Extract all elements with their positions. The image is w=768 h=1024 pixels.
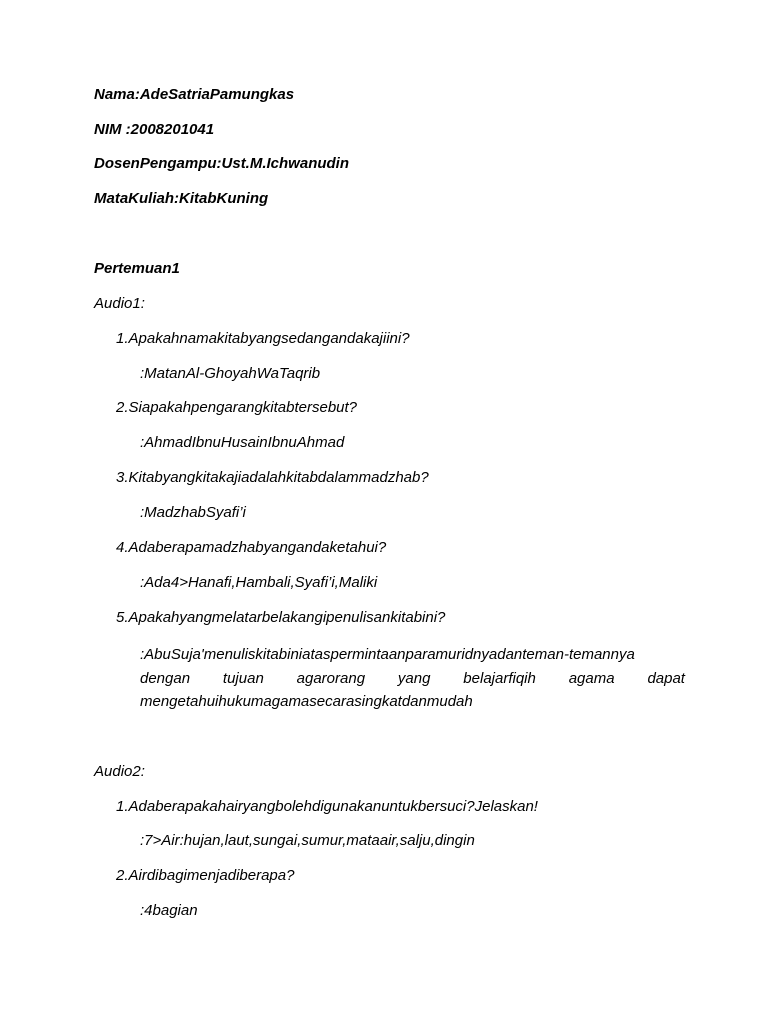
lecturer-name: DosenPengampu:Ust.M.Ichwanudin (94, 155, 350, 172)
answer-line: :AbuSuja'menuliskitabiniataspermintaanparamuridnyadanteman-temannya (140, 646, 635, 663)
question: 4.Adaberapamadzhabyangandaketahui? (116, 539, 387, 556)
student-name: Nama:AdeSatriaPamungkas (94, 86, 295, 103)
question: 3.Kitabyangkitakajiadalahkitabdalammadzhab? (116, 469, 429, 486)
answer-line-justified (140, 670, 685, 688)
answer: :Ada4>Hanafi,Hambali,Syafi’i,Maliki (140, 574, 378, 591)
question: 2.Airdibagimenjadiberapa? (116, 867, 295, 884)
answer: :MadzhabSyafi’i (140, 504, 246, 521)
student-nim: NIM :2008201041 (94, 121, 215, 138)
course-name: MataKuliah:KitabKuning (94, 190, 269, 207)
question: 1.Adaberapakahairyangbolehdigunakanuntukbersuci?Jelaskan! (116, 798, 538, 815)
answer-word: agarorang (296, 670, 366, 687)
answer-word: dapat (647, 670, 685, 687)
answer-word: dengan (140, 670, 191, 687)
answer: :7>Air:hujan,laut,sungai,sumur,mataair,salju,dingin (140, 832, 475, 849)
audio2-label: Audio2: (94, 763, 145, 780)
answer: :AhmadIbnuHusainIbnuAhmad (140, 434, 345, 451)
section-title: Pertemuan1 (94, 260, 180, 277)
answer-word: agama (568, 670, 615, 687)
answer-word: tujuan (222, 670, 264, 687)
audio1-label: Audio1: (94, 295, 145, 312)
question: 5.Apakahyangmelatarbelakangipenulisankitabini? (116, 609, 446, 626)
answer: :4bagian (140, 902, 198, 919)
answer-word: yang (397, 670, 431, 687)
question: 2.Siapakahpengarangkitabtersebut? (116, 399, 358, 416)
answer-line: mengetahuihukumagamasecarasingkatdanmudah (140, 693, 473, 710)
answer-word: belajarfiqih (463, 670, 536, 687)
answer: :MatanAl-GhoyahWaTaqrib (140, 365, 321, 382)
question: 1.Apakahnamakitabyangsedangandakajiini? (116, 330, 410, 347)
